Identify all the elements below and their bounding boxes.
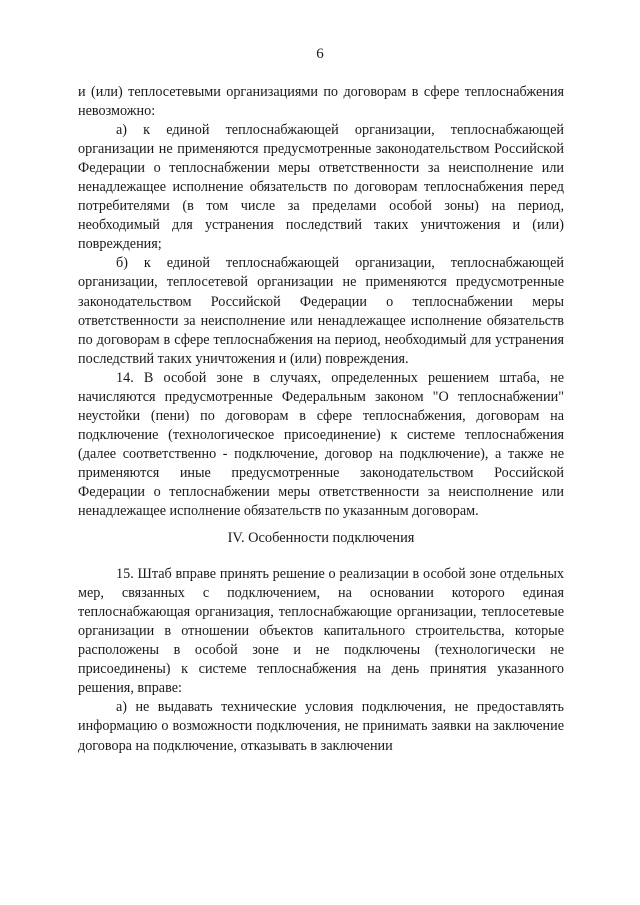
paragraph-continuation: и (или) теплосетевыми организациями по договорам в сфере теплоснабжения невозможно: [78, 84, 564, 120]
paragraph-15-item-a: а) не выдавать технические условия подключения, не предоставлять информацию о возможности подключения, не принимать заявки на заключение договора на подключение, отказывать в заключении [78, 699, 564, 754]
document-body [78, 83, 564, 756]
paragraph-15: 15. Штаб вправе принять решение о реализации в особой зоне отдельных мер, связанных с подключением, на основании которого единая теплоснабжающая организация, теплоснабжающие организации, теплосетевые организации в отношении объектов капитального строительства, которые расположены в особой зоне и не подключены (технологически не присоединены) к системе теплоснабжения на день принятия указанного решения, вправе: [78, 566, 564, 697]
section-heading: IV. Особенности подключения [227, 530, 415, 547]
page-number: 6 [316, 46, 324, 62]
paragraph-14: 14. В особой зоне в случаях, определенных решением штаба, не начисляются предусмотренные Федеральным законом "О теплоснабжении" неустойки (пени) по договорам в сфере теплоснабжения, договорам на подключение (технологическое присоединение) к системе теплоснабжения (далее соответственно - подключение, договор на подключение), а также не применяются иные предусмотренные законодательством Российской Федерации о теплоснабжении меры ответственности за неисполнение или ненадлежащее исполнение обязательств по указанным договорам. [78, 369, 564, 520]
section-spacer [78, 557, 564, 565]
paragraph-item-b: б) к единой теплоснабжающей организации, теплоснабжающей организации, теплосетевой организации не применяются предусмотренные законодательством Российской Федерации о теплоснабжении меры ответственности за неисполнение или ненадлежащее исполнение обязательств по договорам в сфере теплоснабжения на период, необходимый для устранения последствий таких уничтожения и (или) повреждения. [78, 255, 564, 367]
paragraph-item-a: а) к единой теплоснабжающей организации, теплоснабжающей организации не применяются предусмотренные законодательством Российской Федерации о теплоснабжении меры ответственности за неисполнение или ненадлежащее исполнение обязательств по договорам теплоснабжения перед потребителями (в том числе за пределами особой зоны) на период, необходимый для устранения последствий таких уничтожения и (или) повреждения; [78, 122, 564, 253]
